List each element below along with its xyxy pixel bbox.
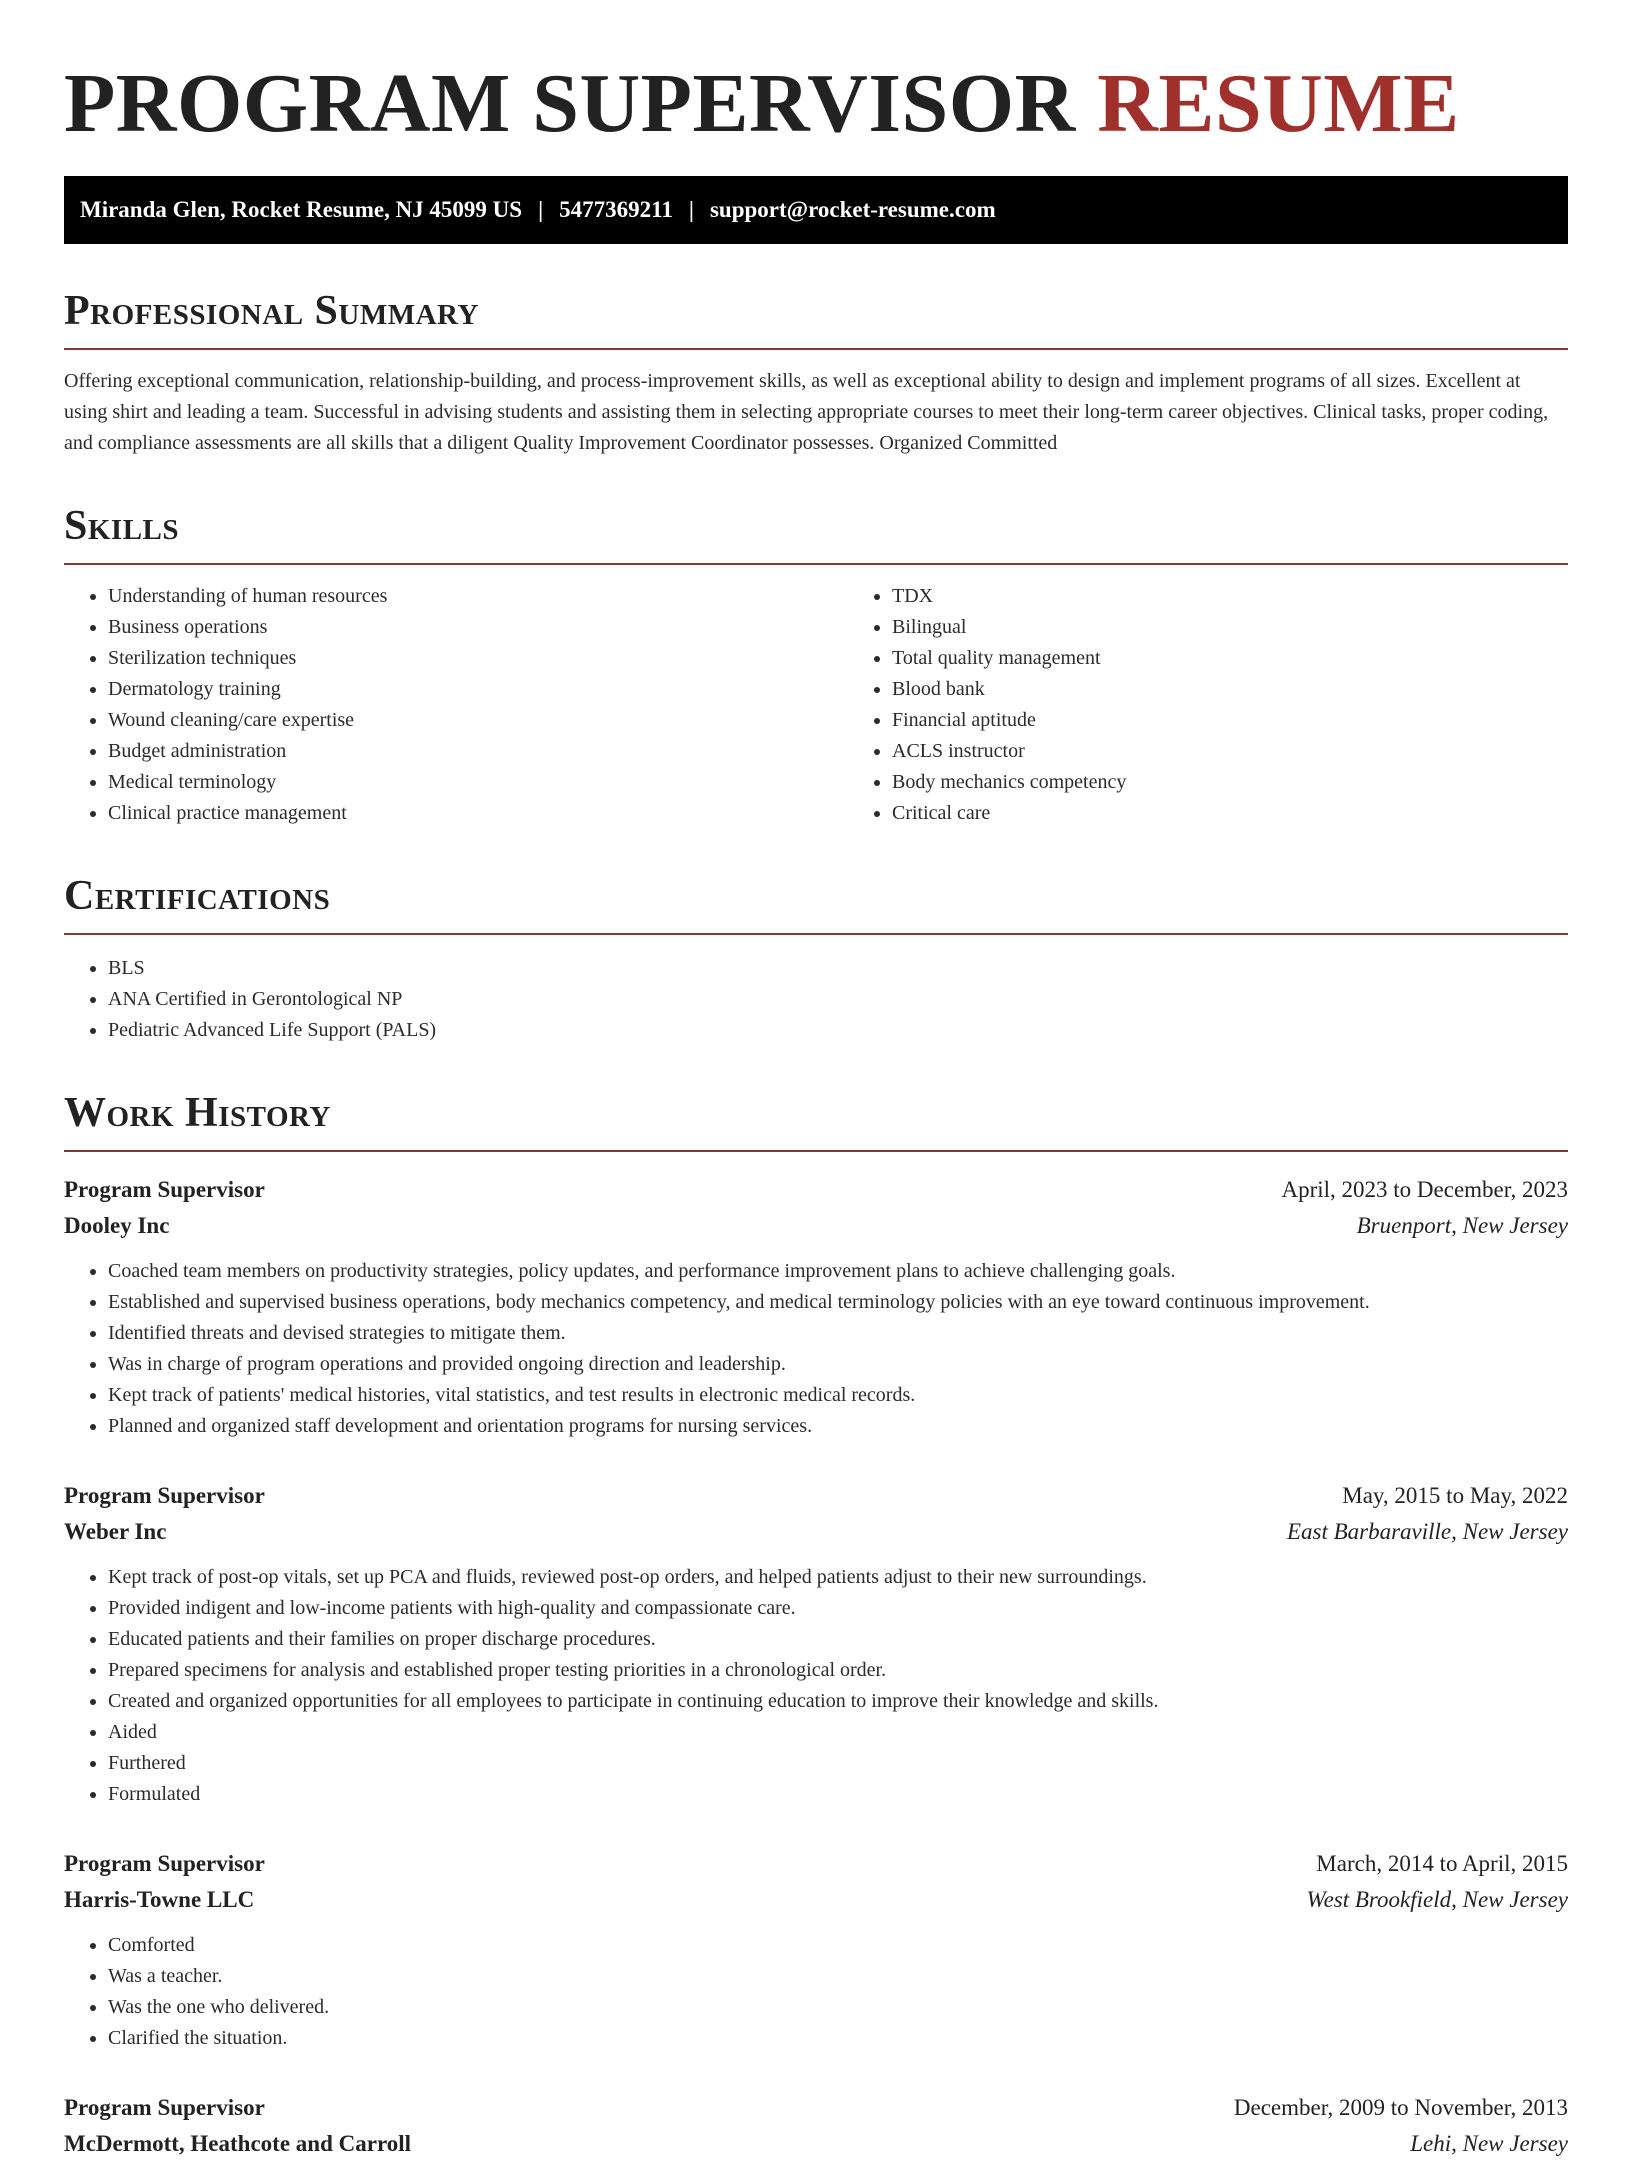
job-bullet: • Was the one who delivered. [108, 1992, 1568, 2023]
contact-separator: | [688, 197, 694, 222]
page-title [64, 56, 1568, 152]
title-main: PROGRAM SUPERVISOR [64, 57, 1076, 150]
job-bullet: • Planned and organized staff development and orientation programs for nursing services. [108, 1411, 1568, 1442]
skill-item: • Total quality management [892, 643, 1126, 674]
skill-item: • Budget administration [108, 736, 848, 767]
certification-item: • ANA Certified in Gerontological NP [108, 984, 1568, 1015]
contact-email: support@rocket-resume.com [709, 197, 996, 222]
job-dates: March, 2014 to April, 2015 [1316, 1851, 1568, 1876]
skills-list-left [64, 581, 848, 829]
skills-columns [64, 581, 1568, 829]
certification-item: • Pediatric Advanced Life Support (PALS) [108, 1015, 1568, 1046]
skill-item: • Wound cleaning/care expertise [108, 705, 848, 736]
skill-item: • Blood bank [892, 674, 1126, 705]
job-company: Harris-Towne LLC [64, 1887, 255, 1912]
skills-list-right [848, 581, 1126, 829]
skill-item: • Critical care [892, 798, 1126, 829]
certifications-list [64, 953, 1568, 1046]
job-company: Weber Inc [64, 1519, 167, 1544]
job-location: Bruenport, New Jersey [1356, 1213, 1568, 1238]
job-company-row [64, 1514, 1568, 1550]
job-bullet: • Provided indigent and low-income patients with high-quality and compassionate care. [108, 1593, 1568, 1624]
job-entry [64, 1172, 1568, 1442]
job-bullet: • Comforted [108, 1930, 1568, 1961]
job-location: West Brookfield, New Jersey [1306, 1887, 1568, 1912]
title-accent: RESUME [1097, 57, 1460, 150]
skill-item: • Financial aptitude [892, 705, 1126, 736]
skill-item: • Body mechanics competency [892, 767, 1126, 798]
skills-heading: Skills [64, 503, 1568, 565]
job-title-row [64, 1478, 1568, 1514]
job-bullet: • Furthered [108, 1748, 1568, 1779]
skill-item: • Business operations [108, 612, 848, 643]
job-bullet: • Was a teacher. [108, 1961, 1568, 1992]
job-company-row [64, 2126, 1568, 2162]
skill-item: • Dermatology training [108, 674, 848, 705]
skill-item: • ACLS instructor [892, 736, 1126, 767]
contact-bar [64, 176, 1568, 244]
skill-item: • Understanding of human resources [108, 581, 848, 612]
job-dates: May, 2015 to May, 2022 [1342, 1483, 1568, 1508]
contact-separator: | [538, 197, 544, 222]
job-bullet: • Aided [108, 1717, 1568, 1748]
job-bullet: • Kept track of post-op vitals, set up PCA and fluids, reviewed post-op orders, and helped patients adjust to their new surroundings. [108, 1562, 1568, 1593]
job-title: Program Supervisor [64, 1851, 265, 1876]
certification-item: • BLS [108, 953, 1568, 984]
skill-item: • Medical terminology [108, 767, 848, 798]
job-entry [64, 1478, 1568, 1810]
job-title: Program Supervisor [64, 1177, 265, 1202]
job-entry [64, 1846, 1568, 2054]
job-bullet: • Prepared specimens for analysis and established proper testing priorities in a chronological order. [108, 1655, 1568, 1686]
job-bullet: • Was in charge of program operations and provided ongoing direction and leadership. [108, 1349, 1568, 1380]
job-location: Lehi, New Jersey [1410, 2131, 1568, 2156]
work-history-heading: Work History [64, 1090, 1568, 1152]
job-bullets [64, 1562, 1568, 1810]
skill-item: • Sterilization techniques [108, 643, 848, 674]
job-title-row [64, 1172, 1568, 1208]
job-dates: December, 2009 to November, 2013 [1233, 2095, 1568, 2120]
job-dates: April, 2023 to December, 2023 [1281, 1177, 1568, 1202]
job-bullet: • Established and supervised business operations, body mechanics competency, and medical terminology policies with an eye toward continuous improvement. [108, 1287, 1568, 1318]
job-bullets [64, 1930, 1568, 2054]
job-title-row [64, 1846, 1568, 1882]
job-title: Program Supervisor [64, 2095, 265, 2120]
job-bullet: • Kept track of patients' medical histories, vital statistics, and test results in electronic medical records. [108, 1380, 1568, 1411]
job-bullet: • Created and organized opportunities for all employees to participate in continuing education to improve their knowledge and skills. [108, 1686, 1568, 1717]
job-location: East Barbaraville, New Jersey [1286, 1519, 1568, 1544]
contact-address: Miranda Glen, Rocket Resume, NJ 45099 US [80, 197, 523, 222]
job-title-row [64, 2090, 1568, 2126]
job-bullet: • Coached team members on productivity strategies, policy updates, and performance improvement plans to achieve challenging goals. [108, 1256, 1568, 1287]
job-company-row [64, 1208, 1568, 1244]
summary-text: Offering exceptional communication, relationship-building, and process-improvement skills, as well as exceptional ability to design and implement programs of all sizes. Excellent at using shirt and leading a team. Successful in advising students and assisting them in selecting appropriate courses to meet their long-term career objectives. Clinical tasks, proper coding, and compliance assessments are all skills that a diligent Quality Improvement Coordinator possesses. Organized Committed [64, 370, 1549, 454]
skill-item: • TDX [892, 581, 1126, 612]
job-company-row [64, 1882, 1568, 1918]
certifications-heading: Certifications [64, 873, 1568, 935]
job-bullet: • Identified threats and devised strategies to mitigate them. [108, 1318, 1568, 1349]
job-bullets [64, 1256, 1568, 1442]
job-company: McDermott, Heathcote and Carroll [64, 2131, 412, 2156]
job-company: Dooley Inc [64, 1213, 170, 1238]
skill-item: • Clinical practice management [108, 798, 848, 829]
summary-heading: Professional Summary [64, 288, 1568, 350]
job-bullet: • Clarified the situation. [108, 2023, 1568, 2054]
job-entry [64, 2090, 1568, 2162]
job-bullet: • Formulated [108, 1779, 1568, 1810]
job-title: Program Supervisor [64, 1483, 265, 1508]
skill-item: • Bilingual [892, 612, 1126, 643]
contact-phone: 5477369211 [559, 197, 673, 222]
job-bullet: • Educated patients and their families on proper discharge procedures. [108, 1624, 1568, 1655]
